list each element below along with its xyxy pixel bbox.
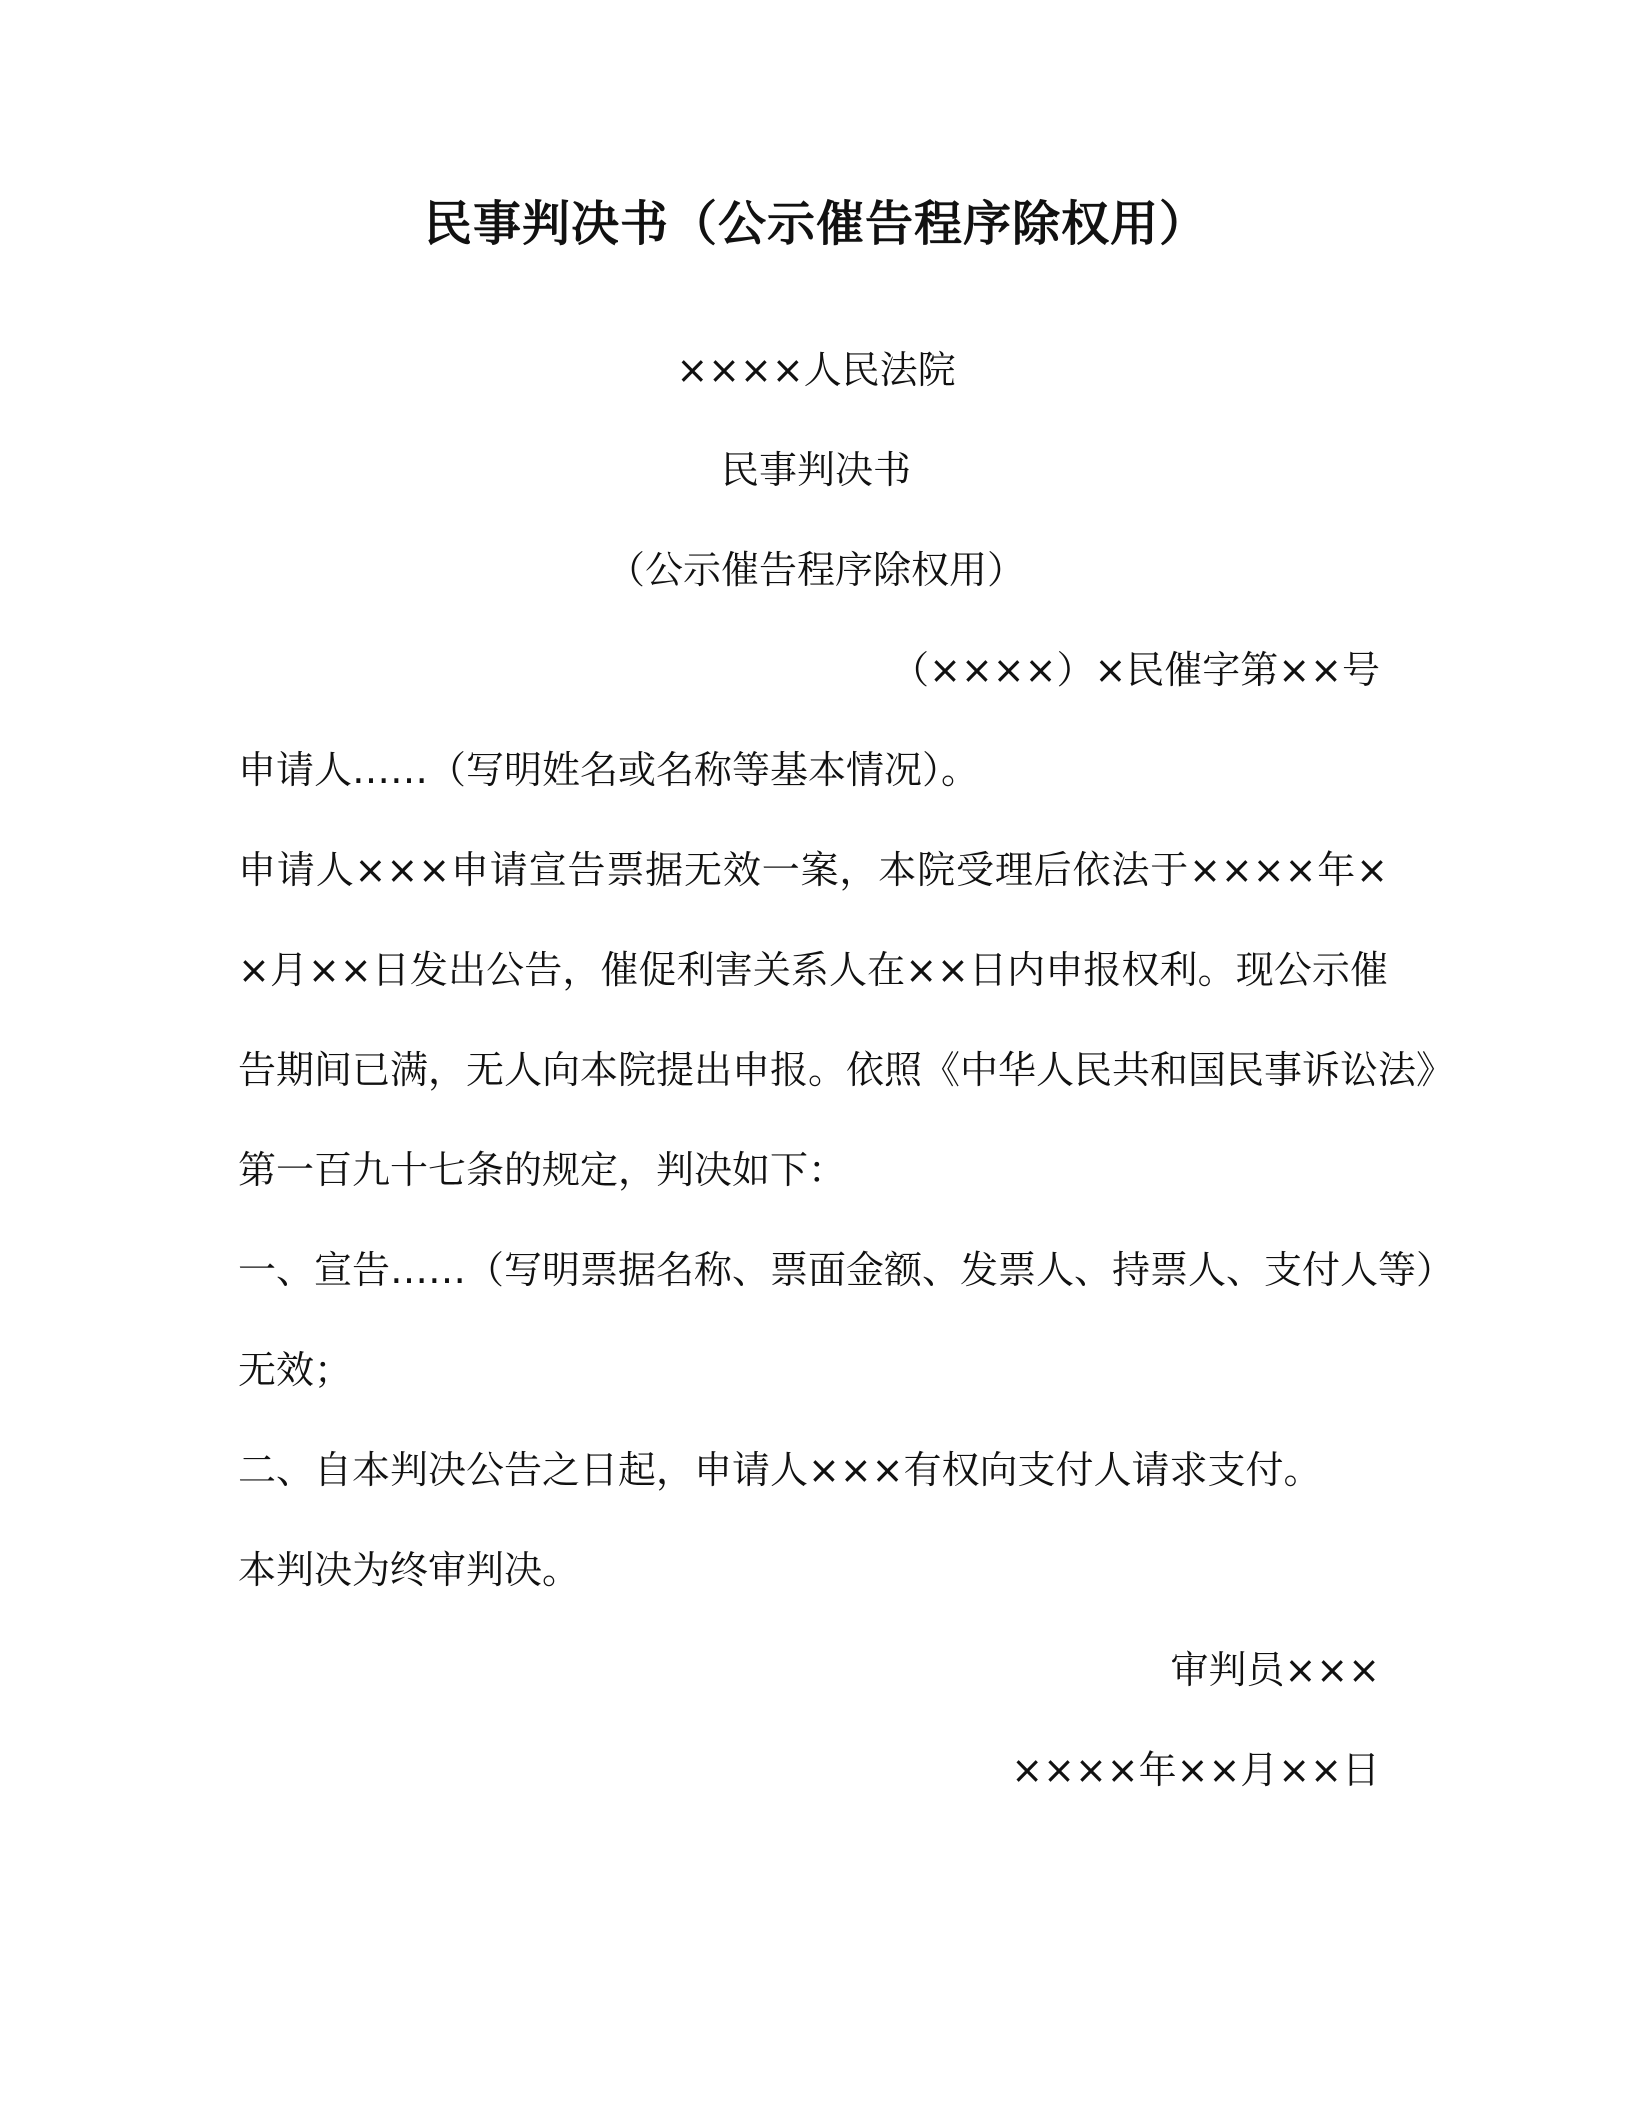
body-line: 告期间已满，无人向本院提出申报。依照《中华人民共和国民事诉讼法》 [238, 1048, 1455, 1092]
body-line: 第一百九十七条的规定，判决如下： [238, 1148, 847, 1192]
body-line: ×月××日发出公告，催促利害关系人在××日内申报权利。现公示催 [238, 948, 1388, 992]
body-line: 申请人×××申请宣告票据无效一案，本院受理后依法于××××年× [238, 848, 1388, 892]
applicant-line: 申请人……（写明姓名或名称等基本情况）。 [238, 748, 980, 792]
case-number: （××××）×民催字第××号 [891, 648, 1380, 692]
document-title: 民事判决书（公示催告程序除权用） [423, 196, 1208, 252]
document-subtype: （公示催告程序除权用） [606, 548, 1025, 592]
document-type: 民事判决书 [720, 448, 911, 492]
final-judgment-note: 本判决为终审判决。 [238, 1548, 581, 1592]
judgment-date: ××××年××月××日 [1011, 1748, 1380, 1792]
judgment-item-1: 一、宣告……（写明票据名称、票面金额、发票人、持票人、支付人等） [238, 1248, 1455, 1292]
court-name: ××××人民法院 [676, 348, 956, 392]
judgment-item-2: 二、自本判决公告之日起，申请人×××有权向支付人请求支付。 [238, 1448, 1322, 1492]
judge-signature: 审判员××× [1170, 1648, 1380, 1692]
judgment-item-1-end: 无效； [238, 1348, 353, 1392]
